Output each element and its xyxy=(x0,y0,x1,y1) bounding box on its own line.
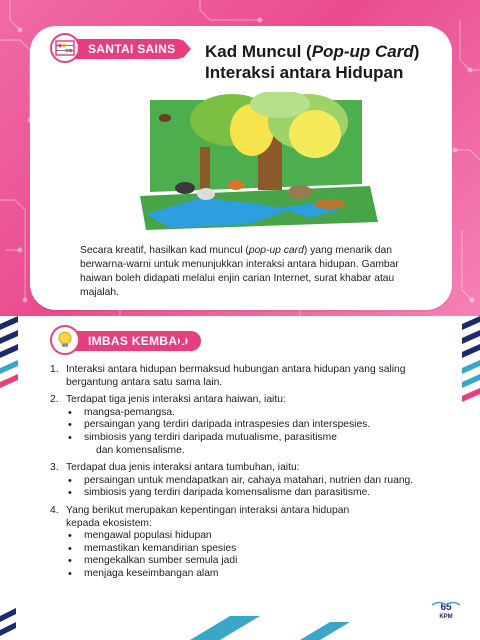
book-icon xyxy=(431,600,461,606)
imbas-kembali-list xyxy=(50,364,440,586)
list-item: 1. Interaksi antara hidupan bermaksud hubungan antara hidupan yang saling bergantung antara satu sama lain. xyxy=(50,364,406,388)
imbas-kembali-tag: IMBAS KEMBALI xyxy=(68,331,201,351)
list-item: 4. Yang berikut merupakan kepentingan interaksi antara hidupan kepada ekosistem: • mengawal populasi hidupan • memastikan kemandirian spesies • mengekalkan sumber semula jadi • menjaga keseimbangan alam xyxy=(50,505,440,581)
chevron-right-icon xyxy=(172,39,198,59)
sub-item: • menjaga keseimbangan alam xyxy=(66,568,440,581)
abacus-icon xyxy=(50,33,80,63)
pop-up-card-illustration xyxy=(140,92,380,232)
sub-item: • simbiosis yang terdiri daripada komensalisme dan parasitisme. xyxy=(66,487,440,500)
card-title xyxy=(205,41,445,83)
sub-item: • mengekalkan sumber semula jadi xyxy=(66,555,440,568)
page-number-badge xyxy=(431,600,461,630)
card-title-line1: Kad Muncul (Pop-up Card) xyxy=(205,42,420,61)
list-item: 3. Terdapat dua jenis interaksi antara tumbuhan, iaitu: • persaingan untuk mendapatkan air, cahaya matahari, nutrien dan ruang. • simbiosis yang terdiri daripada komensalisme dan parasitisme. xyxy=(50,462,440,500)
lightbulb-icon xyxy=(50,325,80,355)
sub-item: • memastikan kemandirian spesies xyxy=(66,543,440,556)
sub-item: • mangsa-pemangsa. xyxy=(66,407,440,420)
chevron-right-icon xyxy=(174,331,200,351)
sub-item: • persaingan untuk mendapatkan air, cahaya matahari, nutrien dan ruang. xyxy=(66,475,440,488)
card-instructions: Secara kreatif, hasilkan kad muncul (pop-up card) yang menarik dan berwarna-warni untuk menunjukkan interaksi antara hidupan. Gambar haiwan boleh didapati melalui enjin carian Internet, surat khabar atau majalah. xyxy=(80,245,399,298)
santai-sains-tag: SANTAI SAINS xyxy=(68,39,187,59)
card-title-line2: Interaksi antara Hidupan xyxy=(205,63,404,82)
sub-item: • persaingan yang terdiri daripada intraspesies dan interspesies. xyxy=(66,419,440,432)
list-item: 2. Terdapat tiga jenis interaksi antara haiwan, iaitu: • mangsa-pemangsa. • persaingan yang terdiri daripada intraspesies dan interspesies. • simbiosis yang terdiri daripada mutualisme, parasitisme dan komensalisme. xyxy=(50,394,440,457)
publisher-label: KPM xyxy=(439,614,453,620)
page-number: 65 xyxy=(440,602,452,613)
sub-item: • simbiosis yang terdiri daripada mutualisme, parasitisme dan komensalisme. xyxy=(66,432,440,457)
sub-item: • mengawal populasi hidupan xyxy=(66,530,440,543)
